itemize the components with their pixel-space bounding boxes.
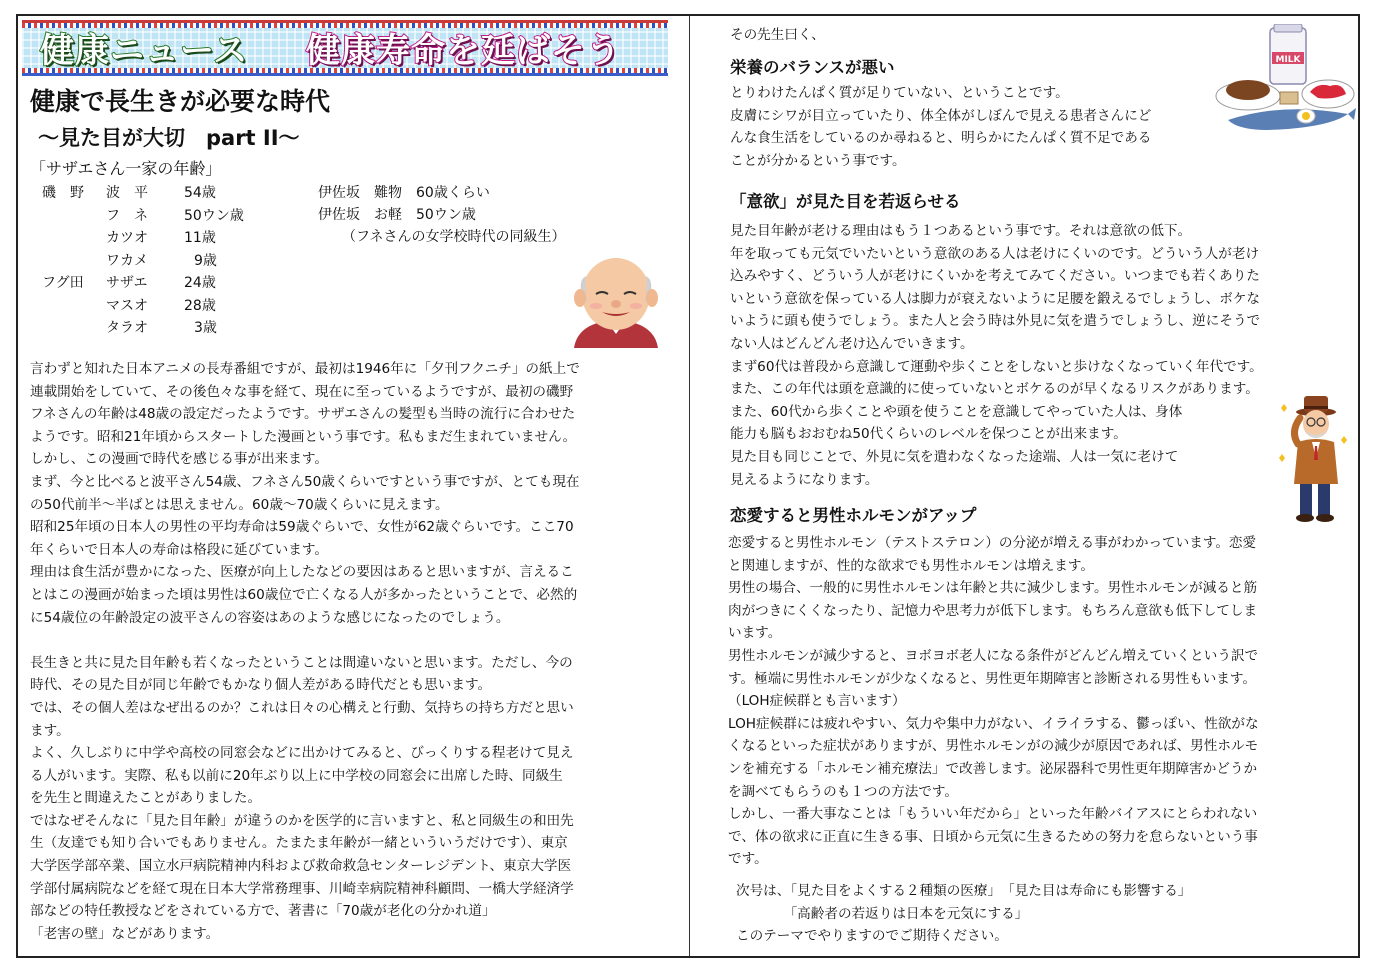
body-line: 理由は食生活が豊かになった、医療が向上したなどの要因はあると思いますが、言えるこ xyxy=(30,564,574,581)
roster-name: ワカメ xyxy=(106,252,148,269)
body-line: 部などの特任教授などをされている方で、著書に「70歳が老化の分かれ道」 xyxy=(30,903,496,920)
body-line: 年くらいで日本人の寿命は格段に延びています。 xyxy=(30,541,328,558)
header-banner xyxy=(22,20,668,76)
body-line: 大学医学部卒業、国立水戸病院精神内科および救命救急センターレジデント、東京大学医 xyxy=(30,858,572,875)
headline: 健康で長生きが必要な時代 xyxy=(30,87,331,116)
body-line: くなるといった症状がありますが、男性ホルモンがの減少が原因であれば、男性ホルモ xyxy=(728,738,1259,755)
body-line: LOH症候群には疲れやすい、気力や集中力がない、イライラする、鬱っぽい、性欲がな xyxy=(728,715,1259,732)
food-illustration xyxy=(1208,24,1358,134)
body-line: 生（友達でも知り合いでもありません。たまたま年齢が一緒といういうだけです）、東京 xyxy=(30,835,568,852)
body-line: ンを補充する「ホルモン補充療法」で改善します。泌尿器科で男性更年期障害かどうか xyxy=(728,760,1258,777)
roster-age: 9歳 xyxy=(194,252,217,269)
body-line: いという意欲を保っている人は脚力が衰えないように足腰を鍛えるでしょうし、ボケな xyxy=(730,290,1261,307)
roster-age: 24歳 xyxy=(184,275,216,291)
gentleman-illustration xyxy=(1278,392,1352,524)
roster-age: 11歳 xyxy=(184,230,216,246)
roster-age: 54歳 xyxy=(184,185,216,201)
roster-surname: フグ田 xyxy=(42,275,84,291)
roster-age: 3歳 xyxy=(194,320,217,336)
body-line: では、その個人差はなぜ出るのか？これは日々の心構えと行動、気持ちの持ち方だと思い xyxy=(30,699,574,716)
body-line: しかし、一番大事なことは「もういい年だから」といった年齢バイアスにとらわれない xyxy=(728,806,1258,823)
roster-row xyxy=(42,317,282,339)
body-line: ことが分かるという事です。 xyxy=(730,152,906,169)
right-intro xyxy=(730,24,825,47)
body-line: また、60代から歩くことや頭を使うことを意識してやっていた人は、身体 xyxy=(730,403,1183,420)
section-heading-nutrition: 栄養のバランスが悪い xyxy=(730,58,895,77)
friend-line: 伊佐坂 お軽 50ウン歳 xyxy=(318,207,476,223)
body-line: よく、久しぶりに中学や高校の同窓会などに出かけてみると、びっくりする程老けて見え xyxy=(30,745,574,762)
body-line: ます。 xyxy=(30,722,70,739)
body-line: 恋愛すると男性ホルモン（テストステロン）の分泌が増える事がわかっています。恋愛 xyxy=(728,535,1257,551)
old-man-illustration xyxy=(566,250,666,348)
column-divider xyxy=(689,16,690,956)
body-line: を先生と間違えたことがありました。 xyxy=(30,790,262,807)
roster-row xyxy=(42,250,282,272)
next-issue-line: 次号は、「見た目をよくする２種類の医療」 「見た目は寿命にも影響する」 xyxy=(736,883,1192,899)
body-line: ではなぜそんなに「見た目年齢」が違うのかを医学的に言いますと、私と同級生の和田先 xyxy=(30,812,574,829)
body-line: 「老害の壁」などがあります。 xyxy=(30,925,220,942)
body-line: です。 xyxy=(728,851,768,868)
body-line: 連載開始をしていて、その後色々な事を経て、現在に至っているようですが、最初の磯野 xyxy=(30,383,574,400)
banner-stripes-top xyxy=(22,23,668,28)
roster-age: 28歳 xyxy=(184,297,216,314)
roster-row xyxy=(42,182,282,204)
roster-age: 50ウン歳 xyxy=(184,207,244,224)
left-body-text xyxy=(30,358,580,945)
body-line: で、体の欲求に正直に生きる事、日頃から元気に生きるための努力を怠らないという事 xyxy=(728,828,1258,845)
body-line: んな食生活をしているのか尋ねると、明らかにたんぱく質不足である xyxy=(730,130,1152,147)
body-line: 能力も脳もおおむね50代くらいのレベルを保つことが出来ます。 xyxy=(730,426,1127,443)
friend-line: 伊佐坂 難物 60歳くらい xyxy=(318,185,490,201)
body-line: 長生きと共に見た目年齢も若くなったということは間違いないと思います。ただし、今の xyxy=(30,654,573,671)
body-line: 男性ホルモンが減少すると、ヨボヨボ老人になる条件がどんどん増えていくという訳で xyxy=(728,647,1259,664)
body-line: フネさんの年齢は48歳の設定だったようです。サザエさんの髪型も当時の流行に合わせた xyxy=(30,406,576,423)
subheadline: ～見た目が大切 part II～ xyxy=(38,126,300,150)
milk-label: MILK xyxy=(1275,55,1301,65)
blank-line xyxy=(30,629,580,652)
roster-name: 波 平 xyxy=(106,185,148,201)
section-body-hormone xyxy=(728,532,1259,871)
body-line: 見た目年齢が老ける理由はもう１つあるという事です。それは意欲の低下。 xyxy=(730,223,1192,239)
body-line: まず60代は普段から意識して運動や歩くことをしないと歩けなくなっていく年代です。 xyxy=(730,358,1263,375)
body-line: ない人はどんどん老け込んでいきます。 xyxy=(730,335,974,352)
body-line: 肉がつきにくくなったり、記憶力や思考力が低下します。もちろん意欲も低下してしま xyxy=(728,602,1258,619)
roster-name: フ ネ xyxy=(106,207,148,224)
body-line: に54歳位の年齢設定の波平さんの容姿はあのような感じになったのでしょう。 xyxy=(30,609,510,626)
roster-name: マスオ xyxy=(106,297,148,314)
roster-surname: 磯 野 xyxy=(42,185,84,201)
roster-row xyxy=(42,227,282,249)
body-line: 学部付属病院などを経て現在日本大学常務理事、川崎幸病院精神科顧問、一橋大学経済学 xyxy=(30,880,574,897)
section-heading-hormone: 恋愛すると男性ホルモンがアップ xyxy=(730,506,977,525)
body-line: 時代、その見た目が同じ年齢でもかなり個人差がある時代だとも思います。 xyxy=(30,677,492,694)
body-line: います。 xyxy=(728,625,782,642)
body-line: 見た目も同じことで、外見に気を遣わなくなった途端、人は一気に老けて xyxy=(730,448,1179,465)
body-line: また、この年代は頭を意識的に使っていないとボケるのが早くなるリスクがあります。 xyxy=(730,381,1259,398)
roster-row xyxy=(42,205,282,227)
body-line: いように頭も使うでしょう。また人と会う時は外見に気を遣うでしょうし、逆にそうで xyxy=(730,313,1261,330)
family-title: 「サザエさん一家の年齢」 xyxy=(30,159,222,178)
body-line: 昭和25年頃の日本人の男性の平均寿命は59歳ぐらいで、女性が62歳ぐらいです。ここ70 xyxy=(30,519,574,536)
section-heading-motivation: 「意欲」が見た目を若返らせる xyxy=(730,192,961,211)
friend-note: （フネさんの女学校時代の同級生） xyxy=(342,229,566,245)
body-line: 見えるようになります。 xyxy=(730,471,879,488)
next-issue-line: このテーマでやりますのでご期待ください。 xyxy=(736,928,1008,945)
banner-title-extend-lifespan: 健康寿命を延ばそう xyxy=(306,31,621,71)
body-line: とはこの漫画が始まった頃は男性は60歳位で亡くなる人が多かったということで、必然的 xyxy=(30,586,578,603)
roster-name: サザエ xyxy=(106,275,148,291)
body-line: （LOH症候群とも言います） xyxy=(728,693,906,710)
section-body-motivation xyxy=(730,220,1263,491)
isasaka-family xyxy=(318,182,565,248)
next-issue-line: 「高齢者の若返りは日本を元気にする」 xyxy=(736,905,1029,922)
body-line: を調べてもらうのも１つの方法です。 xyxy=(728,783,959,800)
intro-line: その先生曰く、 xyxy=(730,27,825,43)
body-line: る人がいます。実際、私も以前に20年ぶり以上に中学校の同窓会に出席した時、同級生 xyxy=(30,767,563,784)
body-line: しかし、この漫画で時代を感じる事が出来ます。 xyxy=(30,451,328,468)
body-line: の50代前半～半ばとは思えません。60歳～70歳くらいに見えます。 xyxy=(30,496,449,513)
body-line: 皮膚にシワが目立っていたり、体全体がしぼんで見える患者さんにど xyxy=(730,107,1152,124)
roster-row xyxy=(42,295,282,317)
body-line: とりわけたんぱく質が足りていない、ということです。 xyxy=(730,85,1069,101)
roster-row xyxy=(42,272,282,294)
body-line: 年を取っても元気でいたいという意欲のある人は老けにくいのです。どういう人が老け xyxy=(730,245,1260,262)
body-line: まず、今と比べると波平さん54歳、フネさん50歳くらいですという事ですが、とても現在 xyxy=(30,473,580,490)
body-line: ようです。昭和21年頃からスタートした漫画という事です。私もまだ生まれていません。 xyxy=(30,428,577,445)
body-line: と関連しますが、性的な欲求でも男性ホルモンは増えます。 xyxy=(728,557,1094,574)
banner-title-health-news: 健康ニュース xyxy=(40,31,249,71)
body-line: 男性の場合、一般的に男性ホルモンは年齢と共に減少します。男性ホルモンが減ると筋 xyxy=(728,580,1258,597)
body-line: 込みやすく、どういう人が老けにくいかを考えてみてください。いつまでも若くありた xyxy=(730,268,1260,285)
section-body-nutrition xyxy=(730,82,1151,172)
roster-name: カツオ xyxy=(106,230,148,246)
roster-name: タラオ xyxy=(106,320,148,336)
body-line: 言わずと知れた日本アニメの長寿番組ですが、最初は1946年に「夕刊フクニチ」の紙上で xyxy=(30,361,580,377)
next-issue xyxy=(736,880,1191,948)
body-line: す。極端に男性ホルモンが少なくなると、男性更年期障害と診断される男性もいます。 xyxy=(728,670,1256,687)
